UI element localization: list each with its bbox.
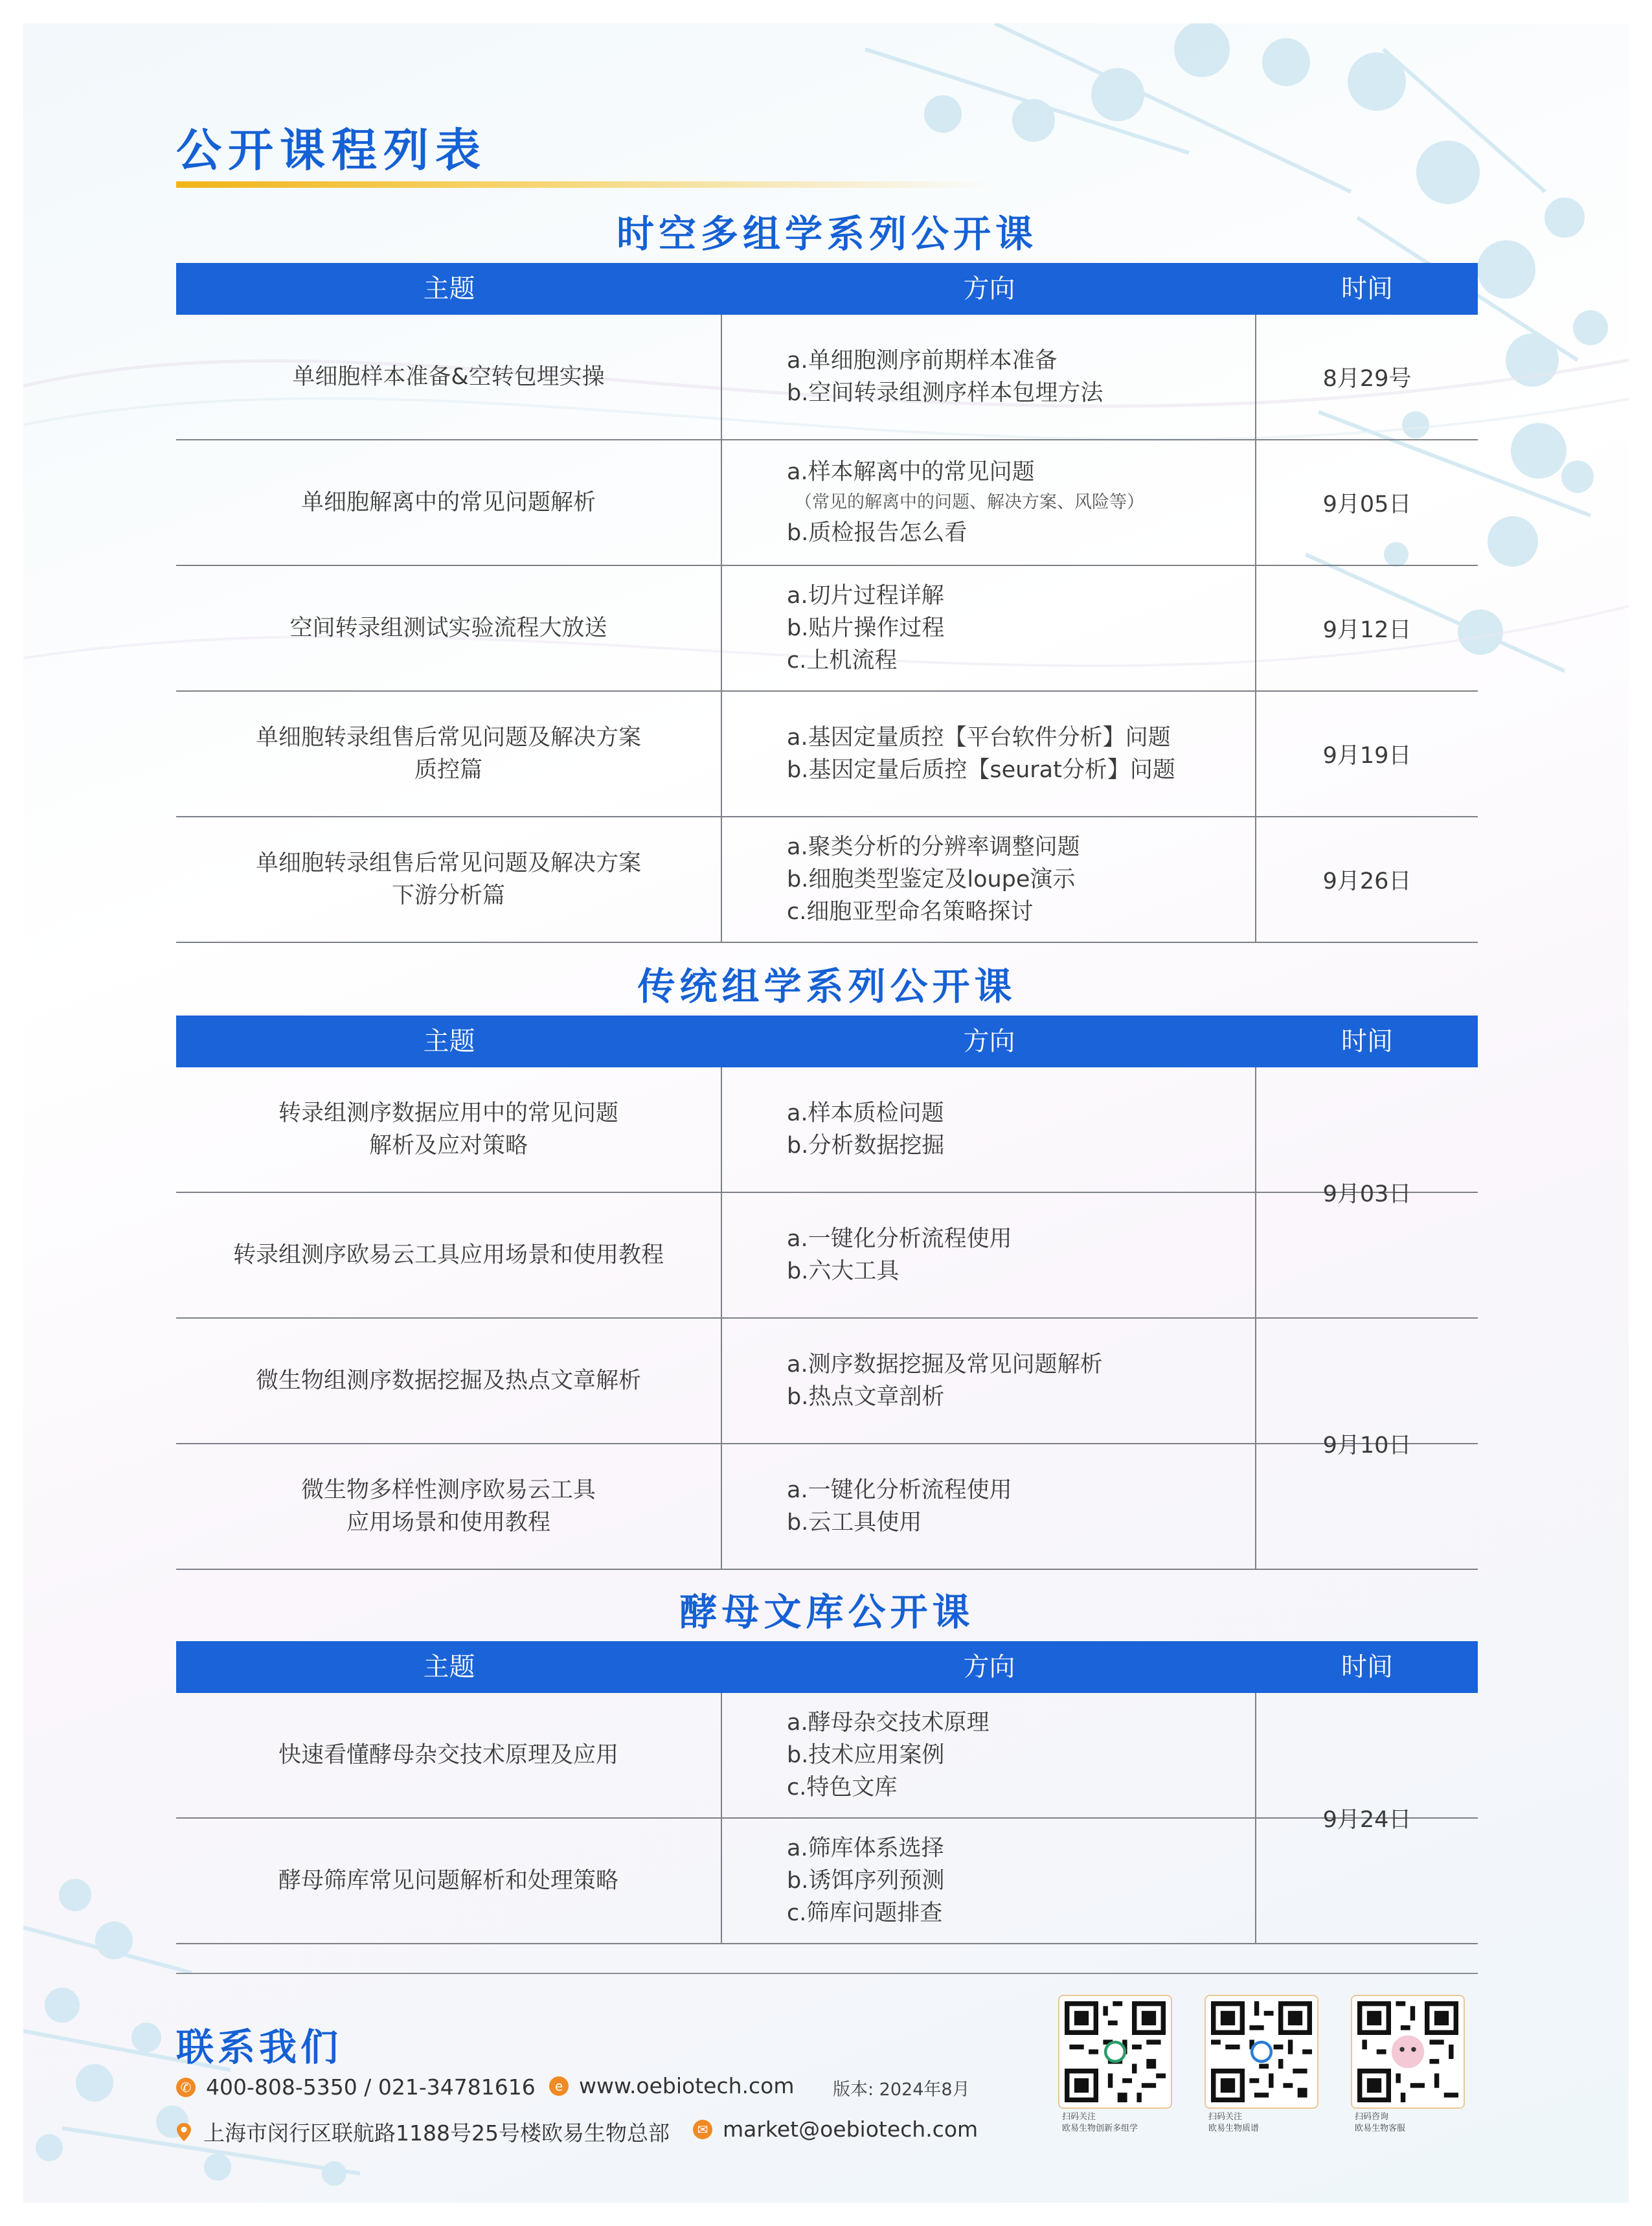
topic-cell bbox=[176, 1819, 722, 1943]
direction-cell bbox=[722, 1067, 1256, 1192]
table-header bbox=[176, 1641, 1478, 1693]
website-info bbox=[549, 2073, 795, 2098]
topic-cell bbox=[176, 1444, 722, 1569]
email-link[interactable]: market@oebiotech.com bbox=[723, 2117, 979, 2142]
location-pin-icon bbox=[176, 2122, 192, 2142]
contact-title: 联系我们 bbox=[176, 2025, 343, 2069]
qr-code-multiomics bbox=[1058, 1995, 1172, 2109]
direction-item: a.筛库体系选择 bbox=[787, 1835, 944, 1861]
topic-line: 微生物组测序数据挖掘及热点文章解析 bbox=[255, 1368, 641, 1394]
table-row bbox=[176, 566, 1478, 692]
direction-item: b.分析数据挖掘 bbox=[787, 1133, 945, 1159]
direction-item: b.六大工具 bbox=[787, 1258, 900, 1284]
qr-code-icon bbox=[1211, 2001, 1312, 2102]
qr-code-icon bbox=[1357, 2001, 1458, 2102]
qr-caption-line: 欧易生物创新多组学 bbox=[1062, 2124, 1138, 2133]
yeast-library-table bbox=[176, 1641, 1478, 1944]
direction-item: c.上机流程 bbox=[787, 648, 898, 674]
qr-caption-line: 扫码关注 bbox=[1062, 2112, 1096, 2122]
topic-cell bbox=[176, 1193, 722, 1317]
direction-cell bbox=[722, 692, 1256, 816]
header-time: 时间 bbox=[1341, 1653, 1393, 1681]
direction-item: b.诱饵序列预测 bbox=[787, 1868, 945, 1894]
direction-note: （常见的解离中的问题、解决方案、风险等） bbox=[795, 492, 1144, 512]
direction-cell bbox=[722, 566, 1256, 690]
qr-code-icon bbox=[1065, 2001, 1166, 2102]
course-list-page bbox=[23, 23, 1629, 2203]
topic-line: 单细胞转录组售后常见问题及解决方案 bbox=[255, 850, 641, 876]
direction-cell bbox=[722, 1193, 1256, 1317]
qr-caption bbox=[1062, 2111, 1192, 2135]
table-body bbox=[176, 1067, 1478, 1570]
direction-item: b.基因定量后质控【seurat分析】问题 bbox=[787, 757, 1175, 783]
qr-code-mass-spec bbox=[1205, 1995, 1318, 2109]
qr-caption-line: 欧易生物质谱 bbox=[1208, 2124, 1260, 2133]
direction-cell bbox=[722, 1444, 1256, 1569]
direction-item: a.样本质检问题 bbox=[787, 1100, 944, 1126]
direction-item: a.测序数据挖掘及常见问题解析 bbox=[787, 1352, 1103, 1378]
topic-line: 下游分析篇 bbox=[391, 883, 505, 909]
table-body bbox=[176, 315, 1478, 943]
header-time: 时间 bbox=[1341, 275, 1393, 303]
topic-cell bbox=[176, 817, 722, 942]
footer-divider bbox=[176, 1973, 1478, 1974]
topic-cell bbox=[176, 315, 722, 439]
topic-line: 解析及应对策略 bbox=[368, 1133, 528, 1159]
direction-item: b.细胞类型鉴定及loupe演示 bbox=[787, 867, 1076, 892]
topic-line: 酵母筛库常见问题解析和处理策略 bbox=[278, 1868, 618, 1894]
topic-line: 快速看懂酵母杂交技术原理及应用 bbox=[278, 1742, 618, 1768]
direction-item: b.云工具使用 bbox=[787, 1510, 922, 1536]
qr-code-customer-service bbox=[1351, 1995, 1465, 2109]
direction-item: b.空间转录组测序样本包埋方法 bbox=[787, 380, 1103, 406]
time-cell-merged: 9月24日 bbox=[1256, 1693, 1478, 1944]
topic-line: 单细胞样本准备&空转包埋实操 bbox=[292, 364, 605, 390]
topic-cell bbox=[176, 1693, 722, 1817]
phone-info bbox=[176, 2074, 536, 2100]
table-header bbox=[176, 1016, 1478, 1067]
header-direction: 方向 bbox=[963, 1653, 1015, 1681]
direction-cell bbox=[722, 315, 1256, 439]
topic-line: 质控篇 bbox=[414, 757, 482, 783]
header-topic: 主题 bbox=[423, 1027, 475, 1056]
header-direction: 方向 bbox=[963, 1027, 1015, 1056]
table-header bbox=[176, 263, 1478, 315]
topic-cell bbox=[176, 440, 722, 565]
time-cell-merged: 9月10日 bbox=[1256, 1319, 1478, 1570]
qr-caption bbox=[1355, 2111, 1484, 2135]
address-info bbox=[176, 2117, 670, 2147]
web-icon: e bbox=[549, 2076, 569, 2096]
direction-item: a.切片过程详解 bbox=[787, 583, 944, 609]
time-cell-merged: 9月03日 bbox=[1256, 1067, 1478, 1319]
direction-item: c.细胞亚型命名策略探讨 bbox=[787, 899, 1034, 925]
direction-item: a.一键化分析流程使用 bbox=[787, 1226, 1012, 1252]
topic-line: 转录组测序数据应用中的常见问题 bbox=[278, 1100, 618, 1126]
direction-item: a.单细胞测序前期样本准备 bbox=[787, 348, 1058, 374]
qr-caption bbox=[1208, 2111, 1338, 2135]
topic-cell bbox=[176, 1319, 722, 1443]
topic-cell bbox=[176, 1067, 722, 1192]
direction-cell bbox=[722, 1319, 1256, 1443]
direction-cell bbox=[722, 1819, 1256, 1943]
direction-item: a.样本解离中的常见问题 bbox=[787, 459, 1035, 485]
topic-cell bbox=[176, 692, 722, 816]
qr-caption-line: 扫码咨询 bbox=[1355, 2112, 1389, 2122]
website-link[interactable]: www.oebiotech.com bbox=[579, 2073, 795, 2098]
direction-cell bbox=[722, 1693, 1256, 1817]
address-text: 上海市闵行区联航路1188号25号楼欧易生物总部 bbox=[203, 2120, 670, 2146]
direction-item: a.一键化分析流程使用 bbox=[787, 1477, 1012, 1503]
email-info bbox=[693, 2117, 978, 2142]
direction-item: b.热点文章剖析 bbox=[787, 1384, 945, 1410]
phone-icon: ✆ bbox=[176, 2078, 196, 2097]
table-row bbox=[176, 692, 1478, 817]
topic-line: 空间转录组测试实验流程大放送 bbox=[289, 615, 607, 641]
topic-line: 微生物多样性测序欧易云工具 bbox=[300, 1477, 596, 1503]
direction-cell bbox=[722, 440, 1256, 565]
traditional-omics-table bbox=[176, 1016, 1478, 1570]
direction-cell bbox=[722, 817, 1256, 942]
section-title-traditional-omics: 传统组学系列公开课 bbox=[637, 964, 1017, 1008]
header-topic: 主题 bbox=[423, 275, 475, 303]
time-cell: 9月05日 bbox=[1322, 492, 1412, 517]
table-body bbox=[176, 1693, 1478, 1944]
direction-item: c.筛库问题排查 bbox=[787, 1900, 943, 1926]
section-title-spatial-omics: 时空多组学系列公开课 bbox=[616, 212, 1037, 256]
topic-line: 单细胞转录组售后常见问题及解决方案 bbox=[255, 725, 641, 751]
topic-line: 应用场景和使用教程 bbox=[346, 1510, 550, 1536]
time-cell: 9月26日 bbox=[1322, 869, 1412, 894]
section-title-yeast-library: 酵母文库公开课 bbox=[679, 1590, 975, 1634]
topic-line: 转录组测序欧易云工具应用场景和使用教程 bbox=[232, 1242, 664, 1268]
header-topic: 主题 bbox=[423, 1653, 475, 1681]
direction-item: a.酵母杂交技术原理 bbox=[787, 1710, 990, 1736]
direction-item: c.特色文库 bbox=[787, 1775, 898, 1800]
page-title: 公开课程列表 bbox=[176, 124, 487, 177]
direction-item: a.聚类分析的分辨率调整问题 bbox=[787, 834, 1080, 860]
table-row bbox=[176, 817, 1478, 943]
header-direction: 方向 bbox=[963, 275, 1015, 303]
direction-item: a.基因定量质控【平台软件分析】问题 bbox=[787, 725, 1171, 751]
direction-item: b.贴片操作过程 bbox=[787, 615, 945, 641]
header-time: 时间 bbox=[1341, 1027, 1393, 1056]
spatial-omics-table bbox=[176, 263, 1478, 943]
time-cell: 9月19日 bbox=[1322, 743, 1412, 769]
topic-cell bbox=[176, 566, 722, 690]
table-row bbox=[176, 315, 1478, 440]
qr-caption-line: 欧易生物客服 bbox=[1355, 2124, 1406, 2133]
direction-item: b.质检报告怎么看 bbox=[787, 520, 967, 546]
title-underline bbox=[176, 181, 992, 188]
time-cell: 9月12日 bbox=[1322, 617, 1412, 643]
qr-caption-line: 扫码关注 bbox=[1208, 2112, 1243, 2122]
topic-line: 单细胞解离中的常见问题解析 bbox=[300, 490, 596, 516]
table-row bbox=[176, 440, 1478, 566]
phone-number: 400-808-5350 / 021-34781616 bbox=[206, 2074, 536, 2100]
version-label: 版本: 2024年8月 bbox=[833, 2080, 970, 2100]
time-cell: 8月29号 bbox=[1322, 366, 1412, 392]
direction-item: b.技术应用案例 bbox=[787, 1742, 945, 1768]
email-icon: ✉ bbox=[693, 2120, 712, 2139]
